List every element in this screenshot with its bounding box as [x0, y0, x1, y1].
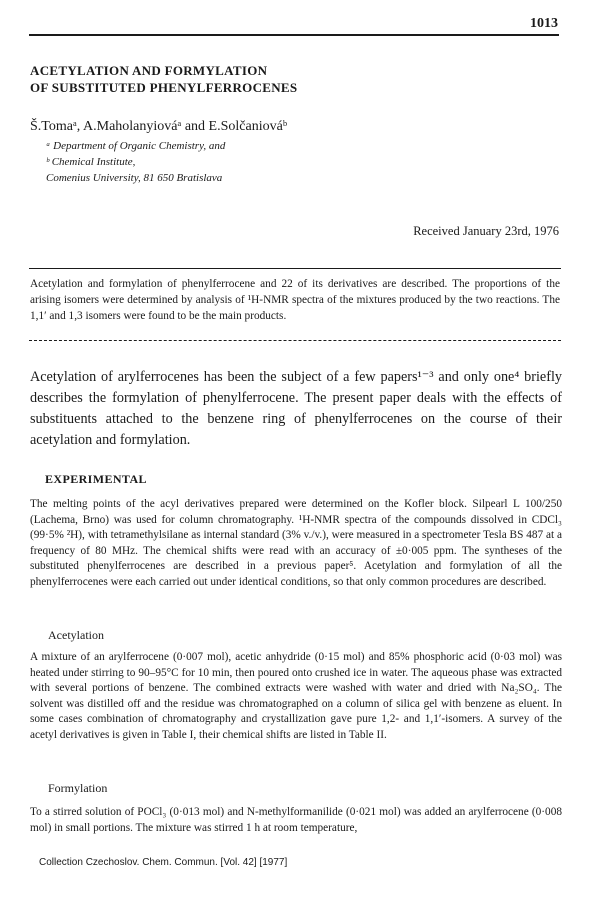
- page-number: 1013: [530, 16, 558, 31]
- affiliation-line-3: Comenius University, 81 650 Bratislava: [46, 172, 223, 184]
- journal-citation: Collection Czechoslov. Chem. Commun. [Vol. 42] [1977]: [39, 857, 288, 868]
- authors: Š.Tomaᵃ, A.Maholanyiováᵃ and E.Solčaniováᵇ: [30, 119, 288, 134]
- title-line-2: OF SUBSTITUTED PHENYLFERROCENES: [30, 80, 298, 95]
- introduction: Acetylation of arylferrocenes has been the subject of a few papers¹⁻³ and only one⁴ briefly describes the formylation of phenylferrocene. The present paper deals with the effects of substituents attached to the benzene ring of phenylferrocenes on the course of their acetylation and formylation.: [30, 369, 562, 448]
- subsection-heading-acetylation: Acetylation: [48, 628, 104, 642]
- affiliation-line-2: ᵇ Chemical Institute,: [46, 156, 136, 168]
- affiliations: [46, 138, 225, 186]
- experimental-paragraph: The melting points of the acyl derivatives prepared were determined on the Kofler block. Silpearl L 100/250 (Lachema, Brno) was used for column chromatography. ¹H-NMR spectra of the compounds dissolved in CDCl₃ (99·5% ²H), with tetramethylsilane as internal standard (3% v./v.), were measured in a spectrometer Tesla BS 487 at a frequency of 80 MHz. The chemical shifts were read with an accuracy of ±0·005 ppm. The syntheses of the substituted phenylferrocenes are described in a previous paper⁵. Acetylation and formylation of all the phenylferrocenes were each carried out under identical conditions, so that only common procedures are described.: [30, 498, 562, 588]
- abstract-top-rule: [29, 268, 561, 269]
- abstract-bottom-rule: [29, 340, 561, 341]
- abstract: Acetylation and formylation of phenylferrocene and 22 of its derivatives are described. The proportions of the arising isomers were determined by analysis of ¹H-NMR spectra of the mixtures produced by the two reactions. The 1,1′ and 1,3 isomers were found to be the main products.: [30, 278, 560, 322]
- article-title: [30, 62, 570, 96]
- acetylation-paragraph: A mixture of an arylferrocene (0·007 mol), acetic anhydride (0·15 mol) and 85% phosphoric acid (0·03 mol) was heated under stirring to 90–95°C for 10 min, then poured onto crushed ice in water. The aqueous phase was extracted with several portions of benzene. The combined extracts were washed with water and dried with Na₂SO₄. The solvent was distilled off and the residue was chromatographed on a column of silica gel with benzene as eluent. In some cases combination of chromatography and crystallization gave pure 1,2- and 1,1′-isomers. A survey of the acetyl derivatives is given in Table I, their chemical shifts are listed in Table II.: [30, 651, 562, 741]
- formylation-paragraph: To a stirred solution of POCl₃ (0·013 mol) and N-methylformanilide (0·021 mol) was added an arylferrocene (0·008 mol) in small portions. The mixture was stirred 1 h at room temperature,: [30, 806, 562, 834]
- subsection-heading-formylation: Formylation: [48, 781, 108, 795]
- affiliation-line-1: ᵃ Department of Organic Chemistry, and: [46, 140, 226, 152]
- header-rule: [29, 34, 559, 36]
- title-line-1: ACETYLATION AND FORMYLATION: [30, 63, 268, 78]
- received-date: Received January 23rd, 1976: [413, 224, 559, 238]
- section-heading-experimental: EXPERIMENTAL: [45, 472, 147, 486]
